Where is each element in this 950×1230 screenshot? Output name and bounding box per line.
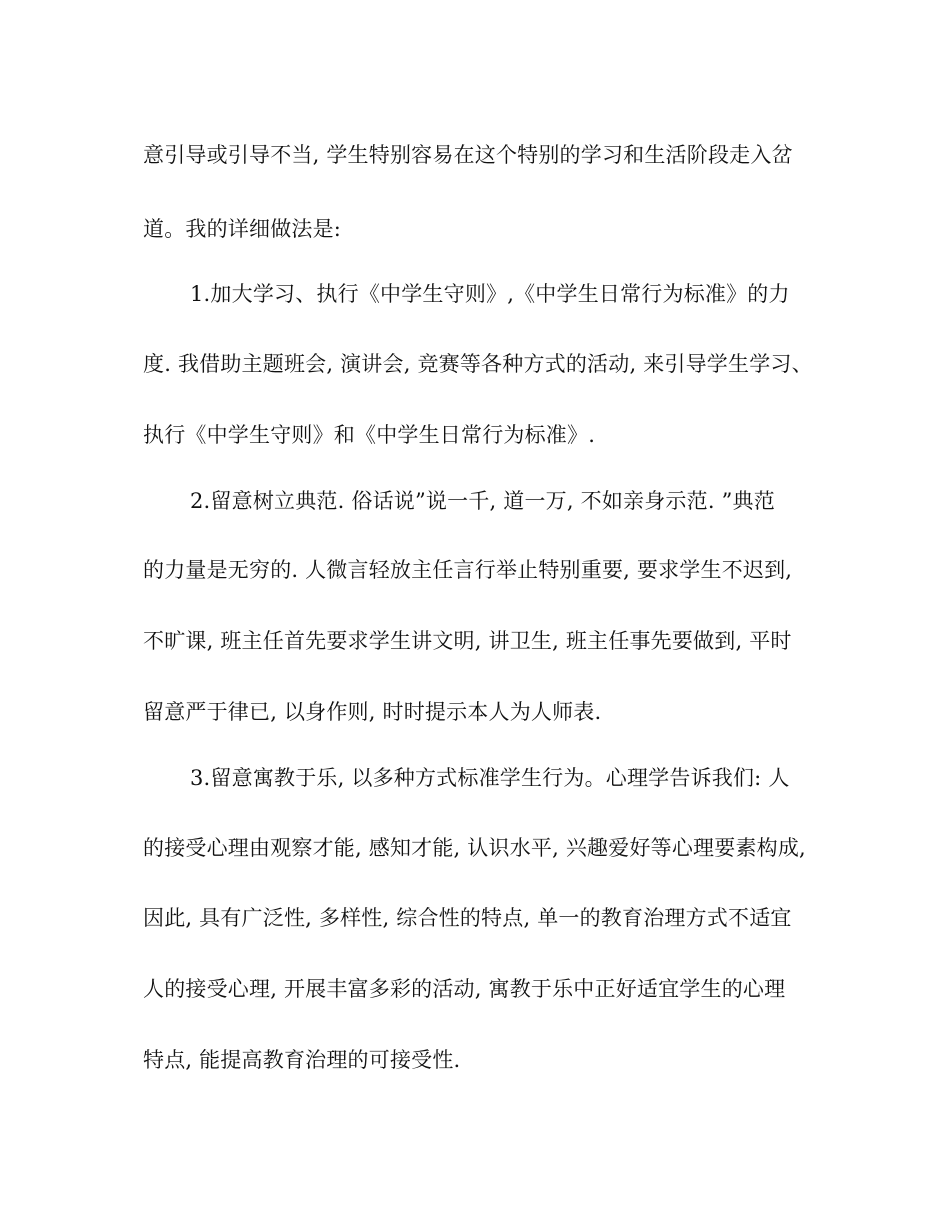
text-line: 的接受心理由观察才能, 感知才能, 认识水平, 兴趣爱好等心理要素构成, bbox=[143, 836, 806, 860]
text-line: 不旷课, 班主任首先要求学生讲文明, 讲卫生, 班主任事先要做到, 平时 bbox=[143, 629, 792, 653]
text-line: 留意严于律已, 以身作则, 时时提示本人为人师表. bbox=[143, 700, 602, 724]
text-line: 道。我的详细做法是: bbox=[143, 217, 342, 241]
text-line: 因此, 具有广泛性, 多样性, 综合性的特点, 单一的教育治理方式不适宜 bbox=[143, 906, 792, 930]
text-line: 执行《中学生守则》和《中学生日常行为标准》. bbox=[143, 423, 596, 447]
text-line: 的力量是无穷的. 人微言轻放主任言行举止特别重要, 要求学生不迟到, bbox=[143, 558, 793, 582]
text-line: 特点, 能提高教育治理的可接受性. bbox=[143, 1048, 461, 1072]
text-line: 意引导或引导不当, 学生特别容易在这个特别的学习和生活阶段走入岔 bbox=[143, 143, 793, 167]
text-line: 人的接受心理, 开展丰富多彩的活动, 寓教于乐中正好适宜学生的心理 bbox=[143, 977, 786, 1001]
paragraph-3-start: 3.留意寓教于乐, 以多种方式标准学生行为。心理学告诉我们: 人 bbox=[190, 766, 790, 790]
paragraph-1-start: 1.加大学习、执行《中学生守则》,《中学生日常行为标准》的力 bbox=[190, 282, 790, 306]
paragraph-2-start: 2.留意树立典范. 俗话说”说一千, 道一万, 不如亲身示范. ”典范 bbox=[190, 489, 775, 513]
text-line: 度. 我借助主题班会, 演讲会, 竞赛等各种方式的活动, 来引导学生学习、 bbox=[143, 352, 813, 376]
